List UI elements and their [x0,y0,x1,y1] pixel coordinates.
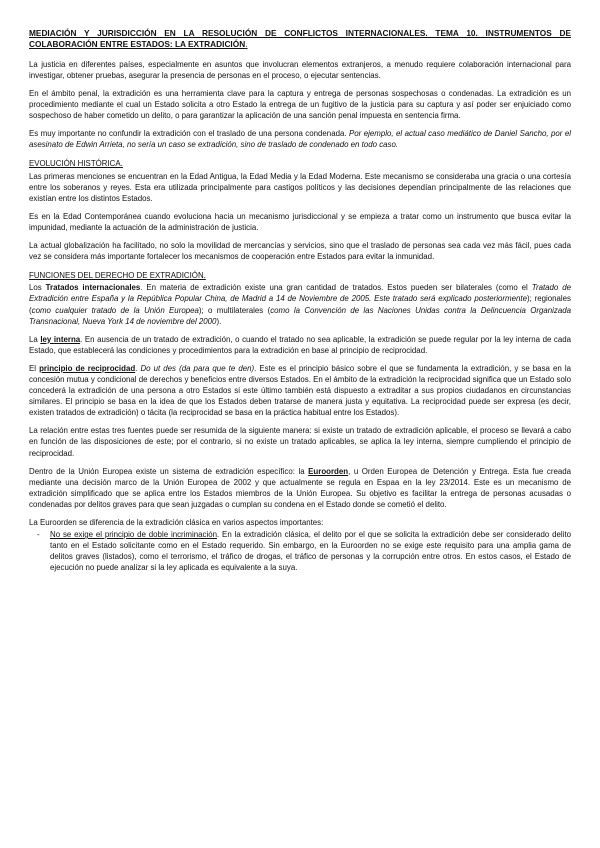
diferencia-intro: La Euroorden se diferencia de la extradición clásica en varios aspectos importantes: [29,518,324,527]
relacion-paragraph: La relación entre estas tres fuentes puede ser resumida de la siguiente manera: si existe un tratado de extradición aplicable, el proceso se llevará a cabo en función de las disposiciones de este; por el contrario, si no existe un tratado aplicables, se aplica la ley interna, siempre cumpliendo el principio de reciprocidad. [29,426,571,458]
latin-phrase: Do ut des (da para que te den) [140,363,255,373]
evolucion-paragraph-1: Las primeras menciones se encuentran en la Edad Antigua, la Edad Media y la Edad Moderna. Este mecanismo se consideraba una gracia o una cortesía entre los soberanos y reyes. Esta era utilizada principalmente para castigos políticos y las decisiones dependían principalmente de las relaciones que existían entre los distintos Estados. [29,171,571,203]
document-title: MEDIACIÓN Y JURISDICCIÓN EN LA RESOLUCIÓN DE CONFLICTOS INTERNACIONALES. TEMA 10. INSTRUMENTOS DE COLABORACIÓN ENTRE ESTADOS: LA EXTRADICIÓN. [29,28,571,50]
reciprocidad-paragraph: El principio de reciprocidad. Do ut des (da para que te den). Este es el principio básico sobre el que se fundamenta la extradición, y se basa en la concesión mutua y condicional de derechos y beneficios entre diversos Estados. En el ámbito de la extradición la reciprocidad significa que un Estado solo concederá la extradición de una persona a otro Estados si este último también está dispuesto a extraditar a sus propios ciudadanos en circunstancias similares. El principio se basa en la idea de que los Estados deben tratarse de manera justa y equitativa. La reciprocidad puede ser expresa (es decir, existen tratados de extradición) o tácita (la reciprocidad se basa en la práctica habitual entre los Estados). [29,363,571,418]
evolucion-paragraph-2: Es en la Edad Contemporánea cuando evoluciona hacia un mecanismo jurisdiccional y se empieza a tratar como un instrumento que busca evitar la impunidad, mediante la actuación de la administración de justicia. [29,211,571,232]
section-heading-funciones: FUNCIONES DEL DERECHO DE EXTRADICIÓN. [29,271,206,281]
section-heading-evolucion: EVOLUCIÓN HISTÓRICA. [29,159,123,169]
reciprocidad-term: principio de reciprocidad [39,363,136,373]
tratados-paragraph: Los Tratados internacionales. En materia de extradición existe una gran cantidad de tratados. Estos pueden ser bilaterales (como el Tratado de Extradición entre España y la República Popular China, de Madrid a 14 de Noviembre de 2005. Este tratado será explicado posteriormente); regionales (como cualquier tratado de la Unión Europea); o multilaterales (como la Convención de las Naciones Unidas contra la Delincuencia Organizada Transnacional, Nueva York 14 de noviembre del 2000). [29,283,572,326]
list-item: - No se exige el principio de doble incriminación. En la extradición clásica, el delito por el que se solicita la extradición debe ser considerado delito tanto en el Estado solicitante como en el Estado requerido. Sin embargo, en la Euroorden no se exige este requisito para una amplia gama de delitos graves (listados), como el terrorismo, el tráfico de drogas, el tráfico de personas y la corrupción entre otros. En estos casos, el Estado de ejecución no puede analizar si la ley aplicada es equivalente a la suya. [37,530,571,573]
evolucion-paragraph-3: La actual globalización ha facilitado, no solo la movilidad de mercancías y servicios, sino que el traslado de personas sea cada vez más fácil, pues cada vez se considera más importante fortalecer los mecanismos de cooperación entre Estados para evitar la inmunidad. [29,241,571,262]
intro-paragraph-3: Es muy importante no confundir la extradición con el traslado de una persona condenada. Por ejemplo, el actual caso mediático de Daniel Sancho, por el asesinato de Edwin Arrieta, no sería un caso se extradición, sino de traslado de condenado en todo caso. [29,129,571,150]
sancho-example: Por ejemplo, el actual caso mediático de Daniel Sancho, por el asesinato de Edwin Arrieta, no sería un caso se extradición, sino de traslado de condenado en todo caso. [29,129,571,150]
tratados-term: Tratados internacionales [45,283,141,293]
intro-paragraph-2: En el ámbito penal, la extradición es una herramienta clave para la captura y entrega de personas sospechosas o condenadas. La extradición es un procedimiento mediante el cual un Estado solicita a otro Estado la entrega de un fugitivo de la justicia para su captura y así poder ser enjuiciado como sospechoso de haber cometido un delito, o para garantizar la aplicación de una sanción penal impuesta en sentencia firma. [29,89,571,121]
diferencias-list [29,529,571,573]
intro-paragraph-1: La justicia en diferentes países, especialmente en asuntos que involucran elementos extranjeros, a menudo requiere colaboración internacional para investigar, obtener pruebas, asegurar la presencia de personas en el proceso, o ejecutar sentencias. [29,59,571,80]
ley-interna-paragraph: La ley interna. En ausencia de un tratado de extradición, o cuando el tratado no sea aplicable, la extradición se puede regular por la ley interna de cada Estado, que establecerá las condiciones y procedimientos para la extradición en base al principio de reciprocidad. [29,334,571,355]
dash-bullet: - [37,530,40,540]
ley-interna-term: ley interna [40,334,81,344]
euroorden-term: Euroorden [308,466,349,476]
euroorden-paragraph: Dentro de la Unión Europea existe un sistema de extradición específico: la Euroorden, u Orden Europea de Detención y Entrega. Esta fue creada mediante una decisión marco de la Unión Europea de 2002 y que actualmente se regula en Espaa en la ley 23/2014. Este es un mecanismo de extradición simplificado que se aplica entre los Estados miembros de la Unión Europea. Su objetivo es facilitar la entrega de personas acusadas o condenadas por delitos graves para que sean juzgadas o cumplan su condena en el Estado donde se cometió el delito. [29,466,572,509]
doble-incriminacion-term: No se exige el principio de doble incriminación [50,530,217,540]
